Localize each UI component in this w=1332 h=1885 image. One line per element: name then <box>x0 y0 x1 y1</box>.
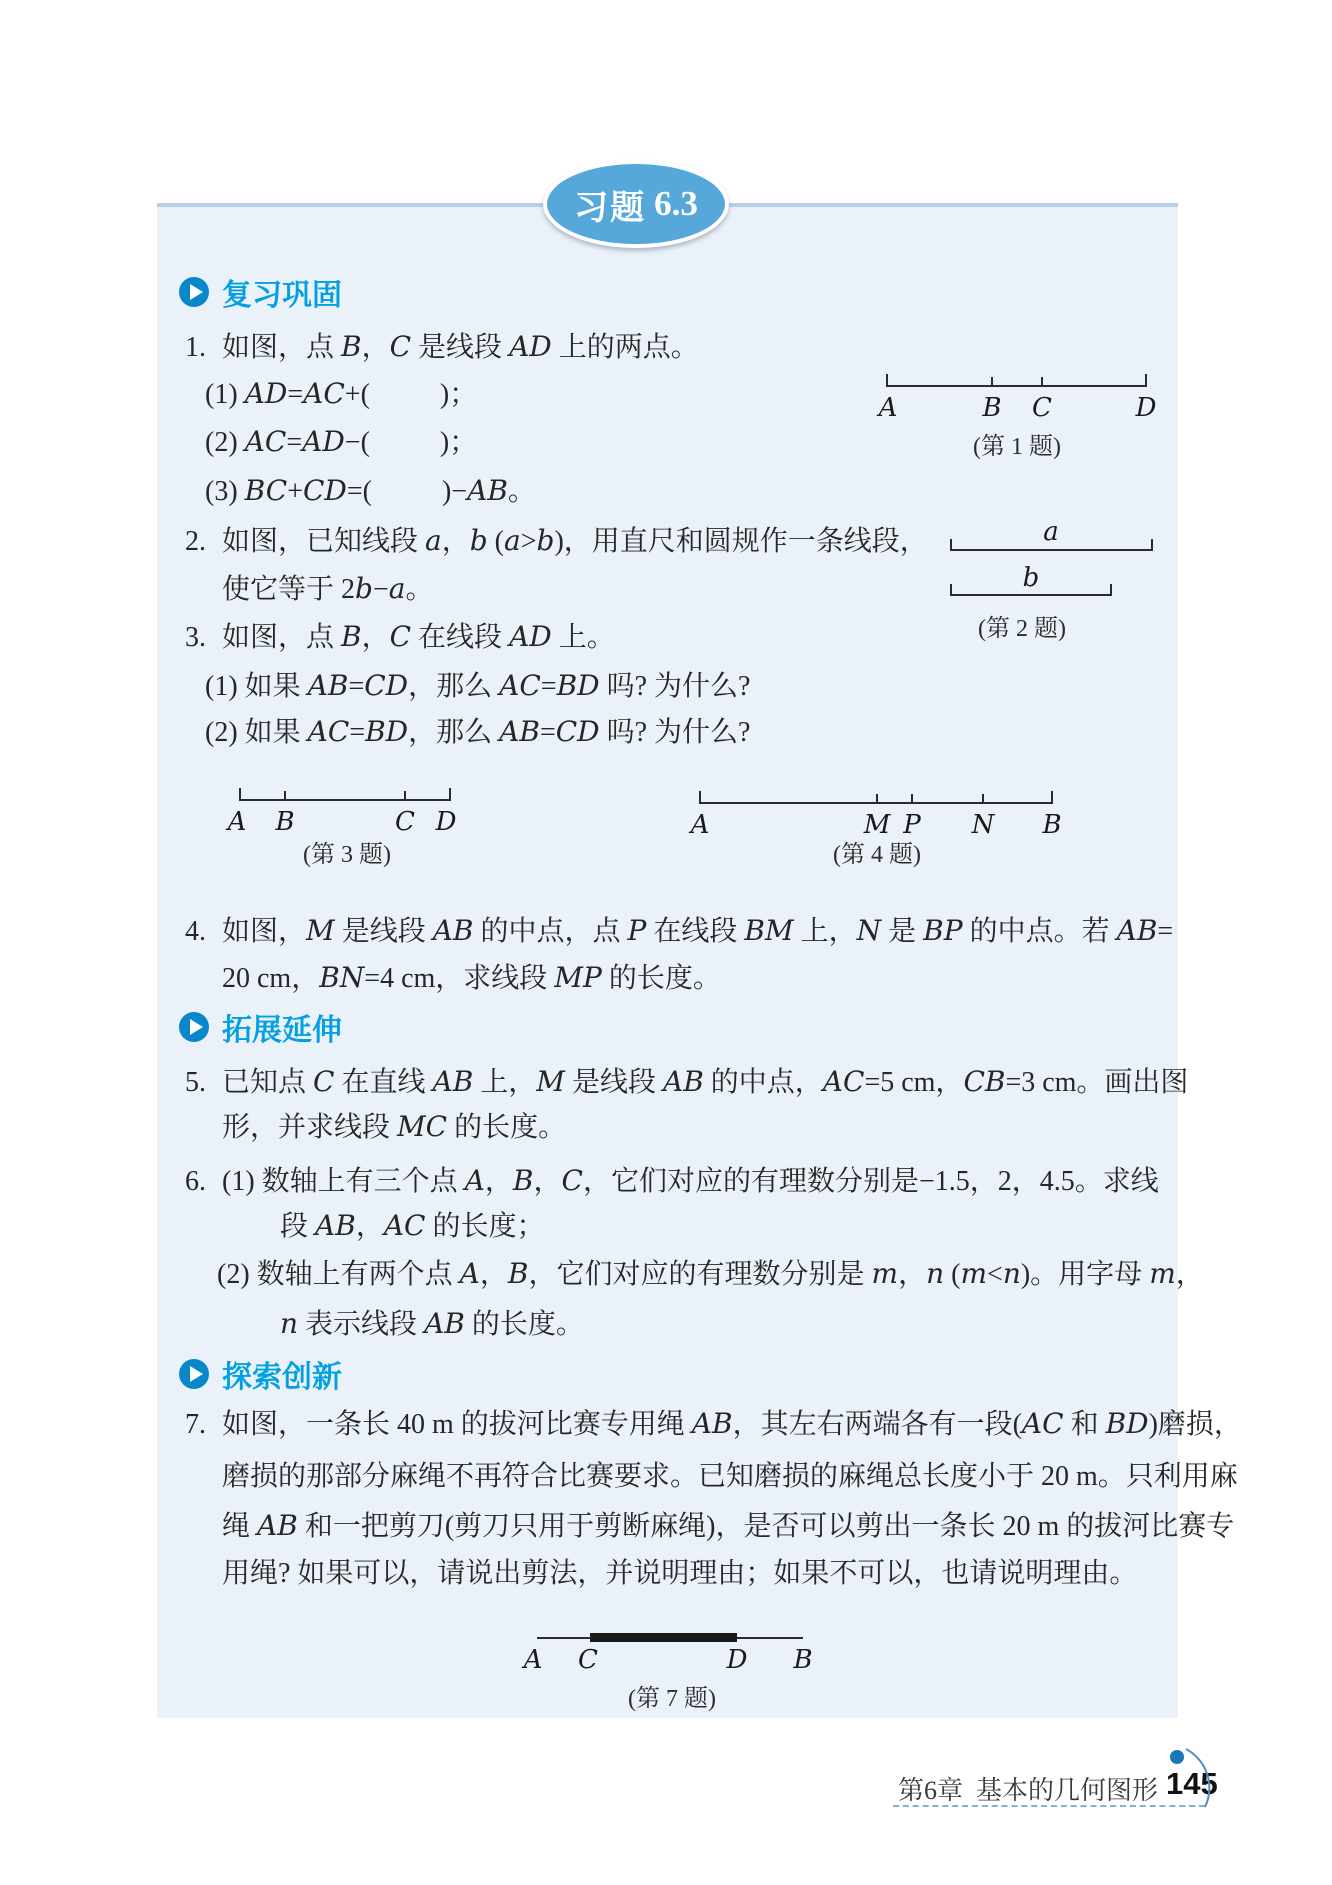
problem-3-line-1 <box>185 620 615 655</box>
figure-1 <box>878 373 1157 468</box>
segment-line <box>240 799 450 801</box>
section-play-icon <box>179 277 209 307</box>
tick-mark <box>911 794 913 804</box>
section-label: 探索创新 <box>222 1361 342 1394</box>
figure-caption: (第 4 题) <box>833 842 921 868</box>
point-label: D <box>1135 393 1157 423</box>
segment-line <box>951 594 1111 596</box>
problem-text: 如图，一条长 40 m 的拔河比赛专用绳 AB，其左右两端各有一段(AC 和 BD)磨损， <box>222 1407 1242 1440</box>
problem-6-line-1 <box>185 1164 1159 1199</box>
point-label: A <box>690 810 710 840</box>
problem-3-item-1: (1) 如果 AB=CD，那么 AC=BD 吗? 为什么? <box>205 669 751 702</box>
problem-text: 如图，M 是线段 AB 的中点，点 P 在线段 BM 上，N 是 BP 的中点。若 AB= <box>222 914 1174 947</box>
figure-caption: (第 3 题) <box>303 842 391 868</box>
exercise-number: 6.3 <box>654 184 698 223</box>
section-label: 拓展延伸 <box>222 1014 342 1047</box>
footer-chapter-title: 第6章 基本的几何图形 <box>898 1776 1159 1805</box>
problem-number: 3. <box>185 622 206 653</box>
problem-1-item-2: (2) AC=AD−( )； <box>205 425 478 458</box>
problem-2-line-2: 使它等于 2b−a。 <box>222 572 434 605</box>
segment-line <box>951 549 1152 551</box>
figure-3 <box>217 777 477 877</box>
problem-3-item-2: (2) 如果 AC=BD，那么 AB=CD 吗? 为什么? <box>205 715 751 748</box>
point-label: C <box>578 1645 598 1675</box>
problem-5-line-1 <box>185 1065 1188 1100</box>
problem-text: (1) 数轴上有三个点 A，B，C，它们对应的有理数分别是−1.5，2，4.5。求线 <box>222 1164 1159 1197</box>
problem-7-line-3: 绳 AB 和一把剪刀(剪刀只用于剪断麻绳)，是否可以剪出一条长 20 m 的拔河比赛专 <box>222 1509 1235 1542</box>
problem-text: 如图，已知线段 a，b (a>b)，用直尺和圆规作一条线段， <box>222 524 928 557</box>
tick-mark <box>886 374 888 387</box>
figure-2 <box>787 517 1167 642</box>
problem-4-line-2: 20 cm，BN=4 cm，求线段 MP 的长度。 <box>222 961 721 994</box>
point-label: C <box>1032 393 1052 423</box>
problem-6-item-2-line-1: (2) 数轴上有两个点 A，B，它们对应的有理数分别是 m，n (m<n)。用字母 m， <box>217 1257 1204 1290</box>
problem-text: 如图，点 B，C 在线段 AD 上。 <box>222 620 615 653</box>
point-label: D <box>435 807 457 837</box>
point-label: B <box>982 393 1002 423</box>
problem-7-line-2: 磨损的那部分麻绳不再符合比赛要求。已知磨损的麻绳总长度小于 20 m。只利用麻 <box>222 1461 1238 1492</box>
segment-label-a: a <box>1043 517 1059 547</box>
rope-good-section <box>590 1633 737 1642</box>
problem-6-item-1-line-2: 段 AB，AC 的长度； <box>280 1209 545 1242</box>
point-label: M <box>863 810 891 840</box>
point-label: B <box>275 807 295 837</box>
problem-7-line-4: 用绳? 如果可以，请说出剪法，并说明理由；如果不可以，也请说明理由。 <box>222 1558 1138 1589</box>
problem-number: 6. <box>185 1166 206 1197</box>
section-label: 复习巩固 <box>222 279 342 312</box>
play-triangle-icon <box>190 1019 203 1035</box>
point-label: A <box>878 393 898 423</box>
problem-number: 7. <box>185 1409 206 1440</box>
tick-mark <box>404 791 406 801</box>
tick-mark <box>991 377 993 387</box>
tick-mark <box>284 791 286 801</box>
segment-label-b: b <box>1022 563 1040 593</box>
problem-number: 5. <box>185 1067 206 1098</box>
point-label: B <box>793 1645 813 1675</box>
content-panel <box>157 203 1242 1718</box>
play-triangle-icon <box>190 284 203 300</box>
problem-7-line-1 <box>185 1407 1242 1442</box>
problem-1-item-3: (3) BC+CD=( )−AB。 <box>205 474 536 507</box>
problem-number: 2. <box>185 526 206 557</box>
play-triangle-icon <box>190 1366 203 1382</box>
tick-mark <box>449 788 451 801</box>
problem-number: 1. <box>185 332 206 363</box>
tick-mark <box>1051 791 1053 804</box>
section-play-icon <box>179 1359 209 1389</box>
tick-mark <box>950 584 952 596</box>
exercise-title-badge <box>543 160 729 248</box>
point-label: P <box>903 810 921 840</box>
tick-mark <box>982 794 984 804</box>
figure-caption: (第 1 题) <box>973 434 1061 460</box>
tick-mark <box>699 791 701 804</box>
figure-4 <box>677 777 1077 877</box>
point-label: N <box>971 810 995 840</box>
problem-text: 已知点 C 在直线 AB 上，M 是线段 AB 的中点，AC=5 cm，CB=3 cm。画出图 <box>222 1065 1189 1098</box>
section-header-review <box>179 273 342 311</box>
figure-caption: (第 7 题) <box>628 1686 716 1712</box>
footer-arc-decoration <box>1145 1740 1225 1810</box>
tick-mark <box>239 788 241 801</box>
problem-number: 4. <box>185 916 206 947</box>
tick-mark <box>1110 584 1112 596</box>
tick-mark <box>1151 539 1153 551</box>
tick-mark <box>1041 377 1043 387</box>
figure-7 <box>487 1619 857 1714</box>
problem-5-line-2: 形，并求线段 MC 的长度。 <box>222 1110 567 1143</box>
point-label: B <box>1042 810 1062 840</box>
section-header-explore <box>179 1355 342 1393</box>
exercise-title-text: 习题 <box>574 188 647 227</box>
point-label: D <box>726 1645 748 1675</box>
tick-mark <box>1145 374 1147 387</box>
segment-line <box>887 385 1147 387</box>
point-label: A <box>523 1645 543 1675</box>
problem-1-item-1: (1) AD=AC+( )； <box>205 377 478 410</box>
point-label: C <box>395 807 415 837</box>
tick-mark <box>876 794 878 804</box>
point-label: A <box>227 807 247 837</box>
section-header-extend <box>179 1008 342 1046</box>
figure-caption: (第 2 题) <box>978 616 1066 642</box>
tick-mark <box>950 539 952 551</box>
problem-1-line-1 <box>185 330 699 365</box>
footer-page-number: 145 <box>1166 1766 1218 1801</box>
problem-text: 如图，点 B，C 是线段 AD 上的两点。 <box>222 330 699 363</box>
problem-4-line-1 <box>185 914 1173 949</box>
section-play-icon <box>179 1012 209 1042</box>
problem-6-item-2-line-2: n 表示线段 AB 的长度。 <box>280 1307 584 1340</box>
